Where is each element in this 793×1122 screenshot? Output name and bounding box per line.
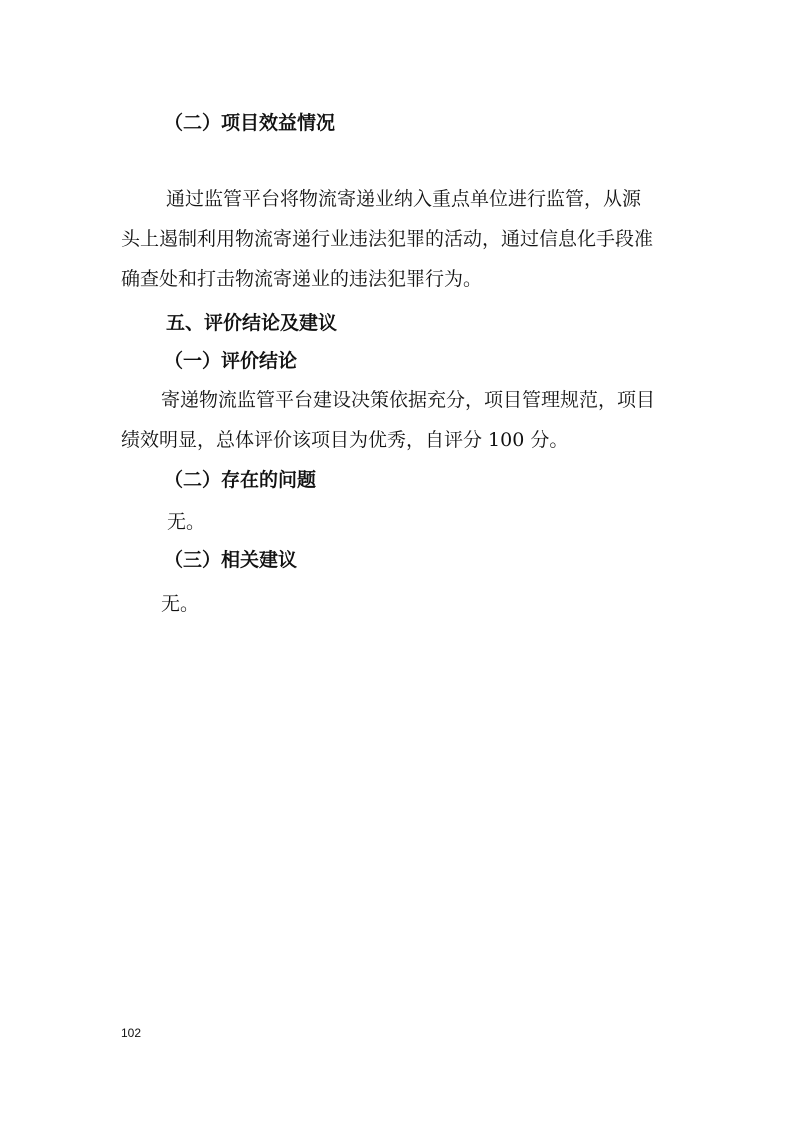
- paragraph-line: 绩效明显，总体评价该项目为优秀，自评分 100 分。: [121, 429, 569, 451]
- section-heading-existing-issues: （二）存在的问题: [164, 469, 317, 491]
- paragraph-line: 确查处和打击物流寄递业的违法犯罪行为。: [121, 268, 483, 290]
- page-number: 102: [121, 1026, 142, 1040]
- suggestions-text: 无。: [161, 593, 200, 615]
- section-heading-project-benefits: （二）项目效益情况: [164, 112, 336, 134]
- issues-text: 无。: [167, 511, 206, 533]
- chapter-heading-conclusion-and-suggestions: 五、评价结论及建议: [166, 312, 338, 334]
- section-heading-related-suggestions: （三）相关建议: [164, 549, 298, 571]
- paragraph-line: 寄递物流监管平台建设决策依据充分，项目管理规范，项目: [161, 389, 656, 411]
- paragraph-line: 通过监管平台将物流寄递业纳入重点单位进行监管，从源: [166, 188, 642, 210]
- paragraph-line: 头上遏制利用物流寄递行业违法犯罪的活动，通过信息化手段准: [121, 228, 654, 250]
- section-heading-evaluation-conclusion: （一）评价结论: [164, 350, 298, 372]
